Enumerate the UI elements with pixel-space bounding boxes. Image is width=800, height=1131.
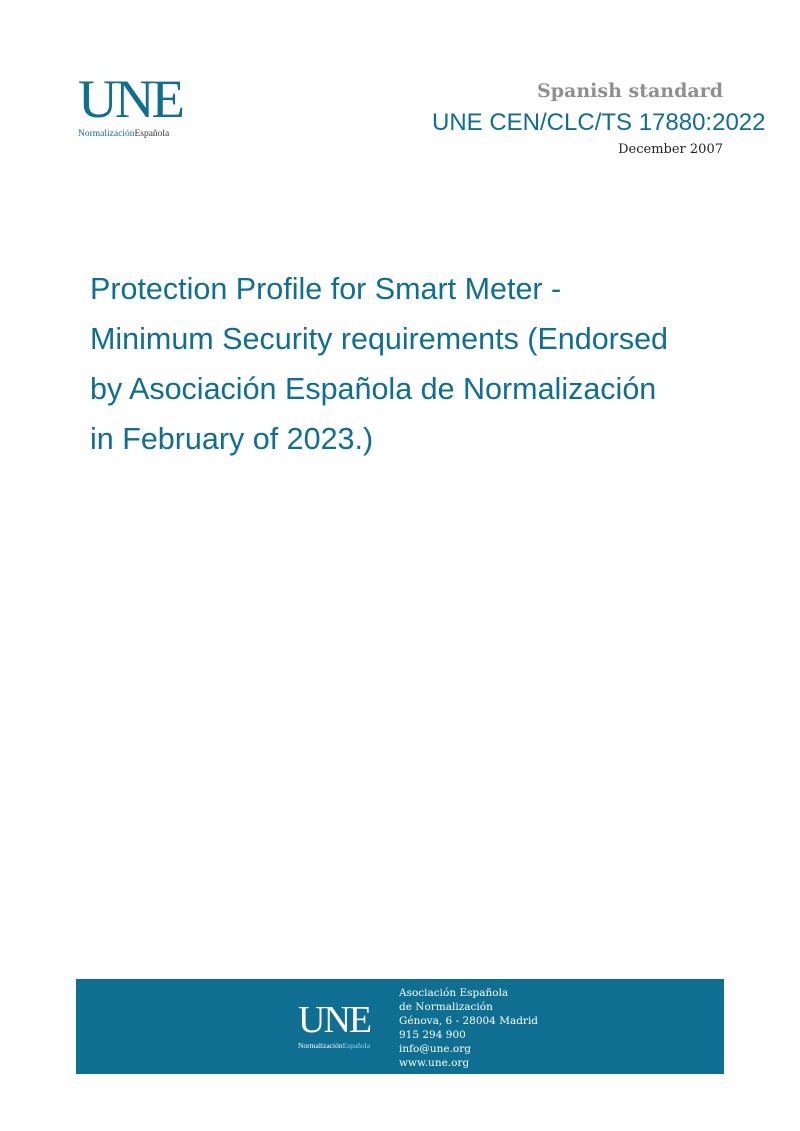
document-title	[90, 264, 750, 464]
title-line: in February of 2023.)	[90, 422, 374, 456]
publisher-address	[399, 986, 538, 1070]
footer-logo	[298, 1001, 370, 1050]
address-street: Génova, 6 - 28004 Madrid	[399, 1015, 539, 1027]
standard-kind-block	[537, 78, 723, 104]
logo-tagline-a: Normalización	[78, 129, 135, 139]
footer-logo-tagline-a: Normalización	[298, 1041, 343, 1050]
standard-code: UNE CEN/CLC/TS 17880:2022	[432, 109, 766, 136]
publisher-footer	[76, 979, 724, 1074]
address-org-line-1: Asociación Española	[399, 987, 509, 999]
address-website[interactable]: www.une.org	[399, 1057, 470, 1069]
address-phone: 915 294 900	[399, 1029, 466, 1041]
title-line: by Asociación Española de Normalización	[90, 372, 657, 406]
title-line: Minimum Security requirements (Endorsed	[90, 322, 669, 356]
logo-wordmark: UNE	[78, 69, 183, 129]
title-line: Protection Profile for Smart Meter -	[90, 272, 562, 306]
une-logo	[78, 69, 198, 144]
logo-tagline	[78, 129, 198, 139]
logo-tagline-b: Española	[134, 129, 170, 139]
address-email[interactable]: info@une.org	[399, 1043, 471, 1055]
footer-logo-tagline	[298, 1041, 370, 1050]
standard-kind: Spanish standard	[537, 80, 723, 102]
address-org-line-2: de Normalización	[399, 1001, 493, 1013]
standard-date: December 2007	[618, 142, 723, 157]
footer-logo-wordmark: UNE	[298, 999, 371, 1041]
footer-logo-tagline-b: Española	[342, 1041, 371, 1050]
